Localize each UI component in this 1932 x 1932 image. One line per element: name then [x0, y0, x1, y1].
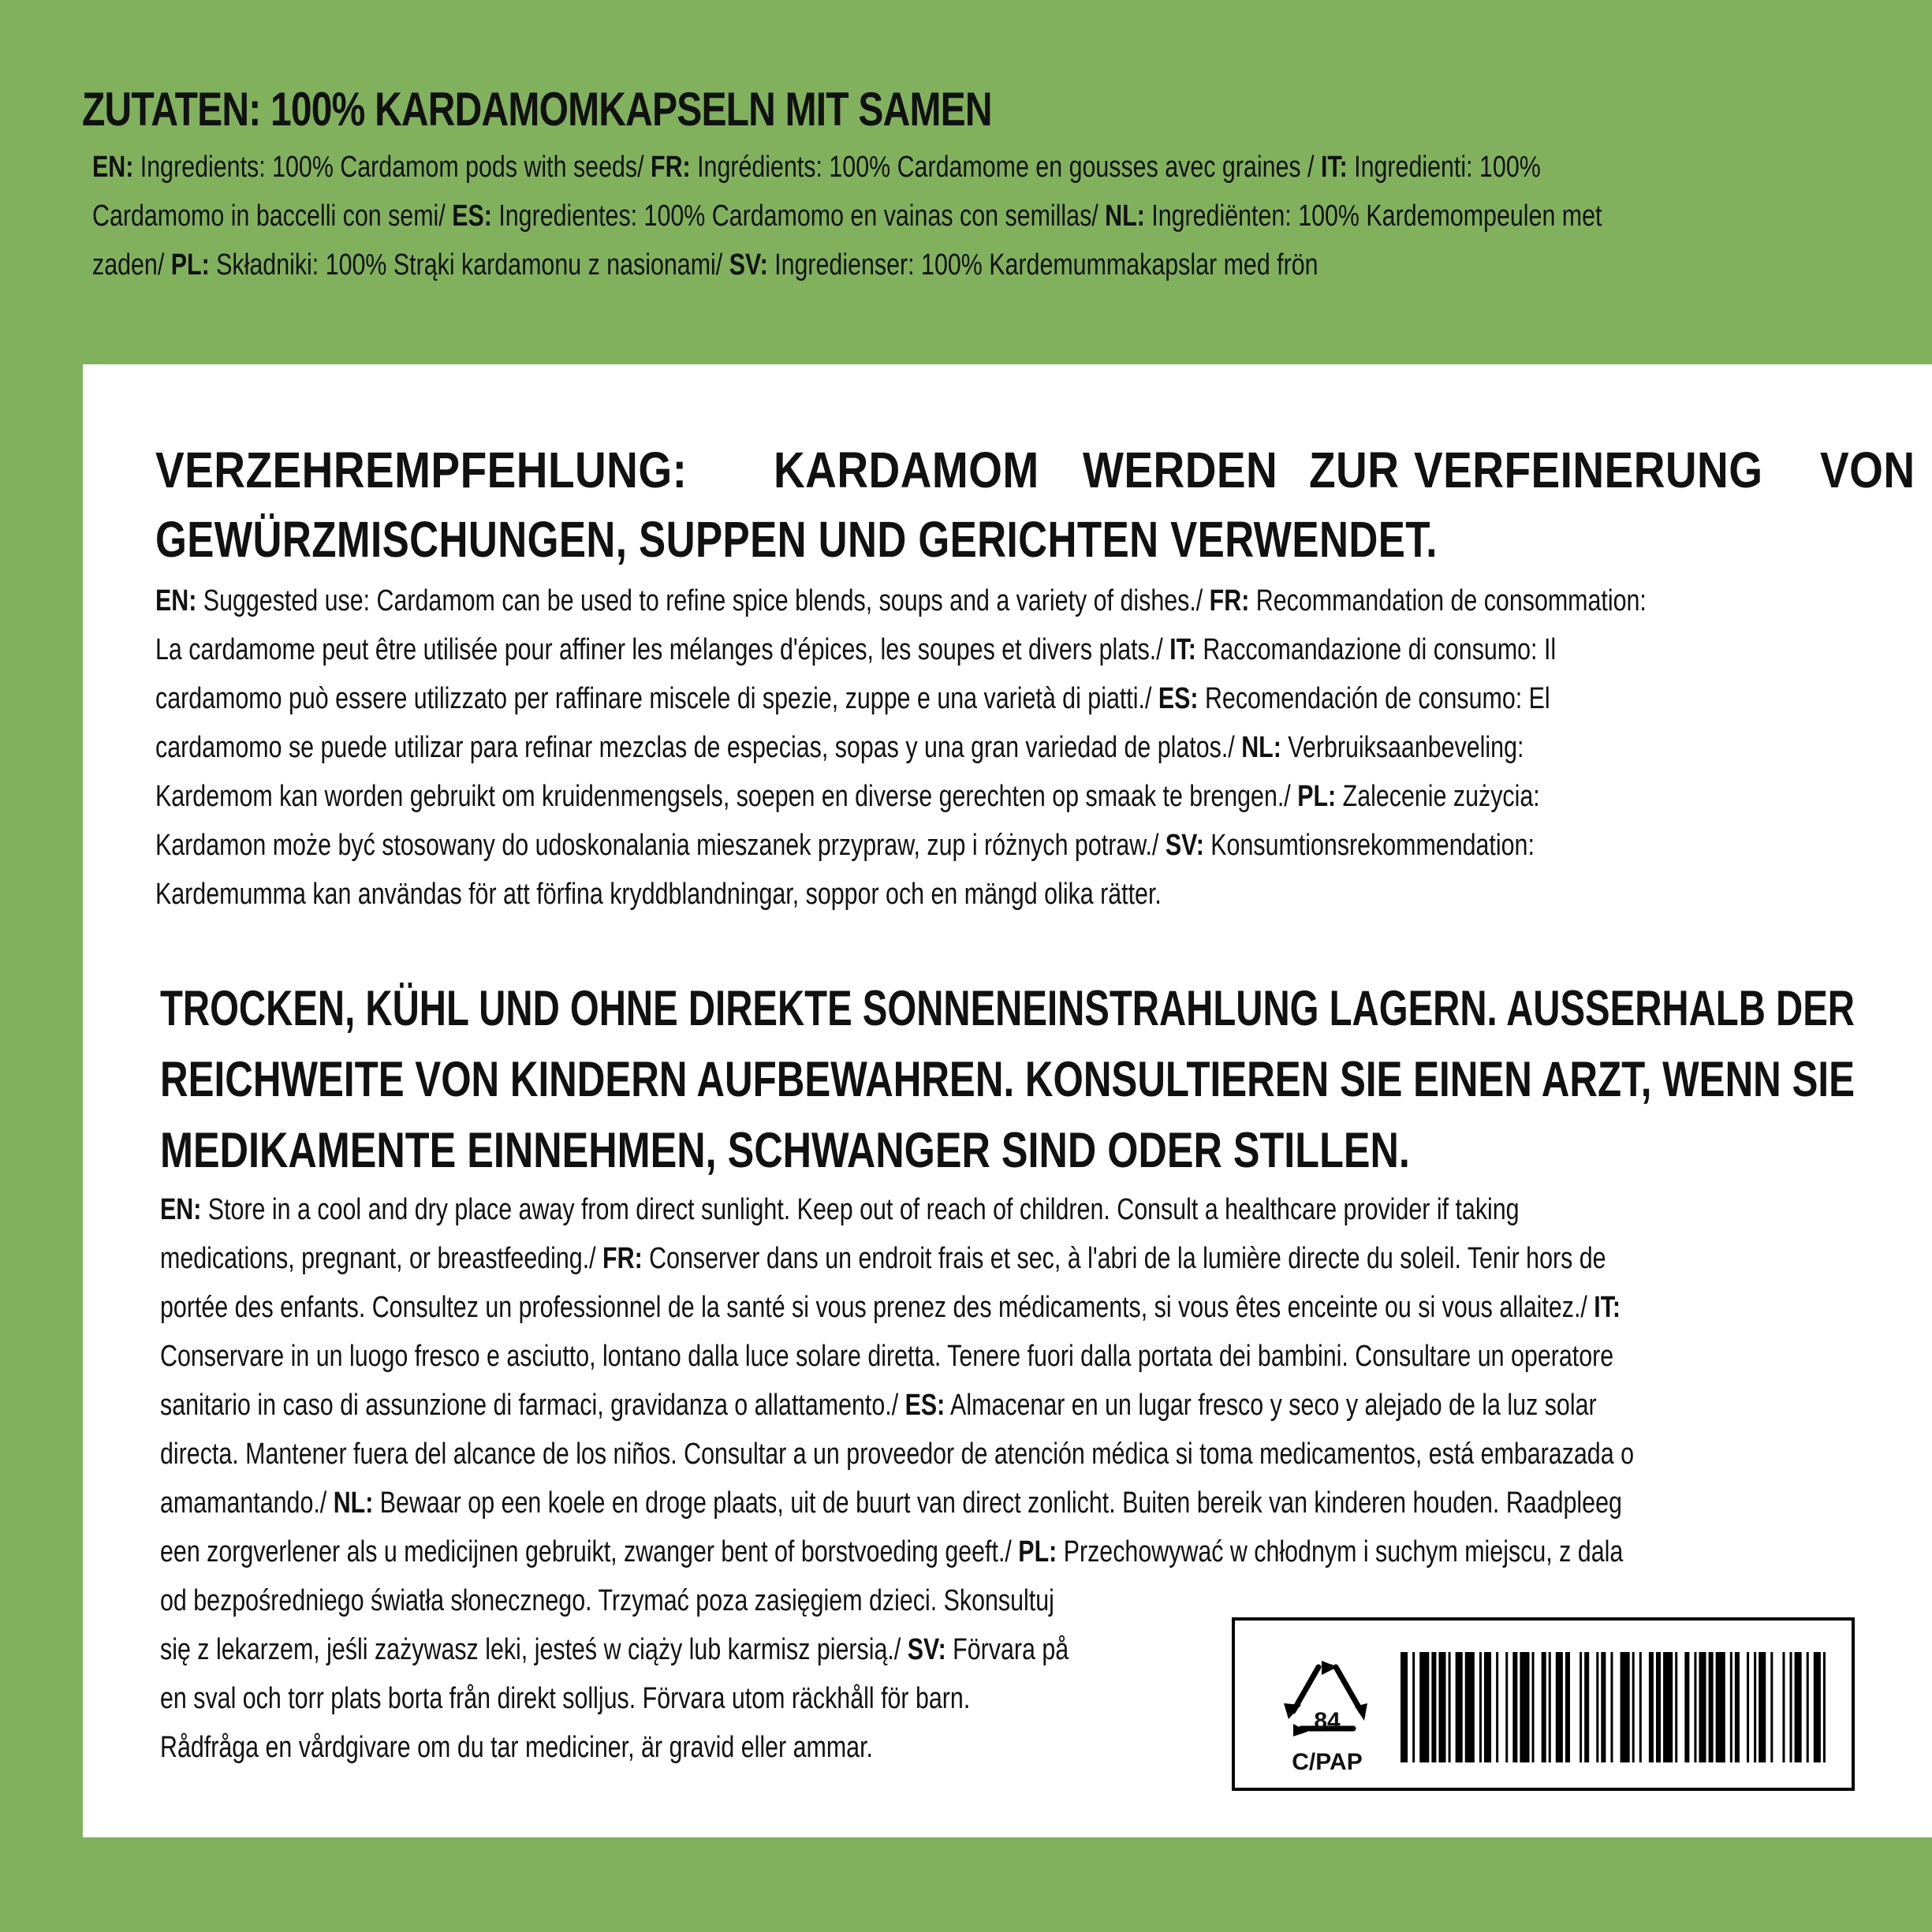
- barcode-bar: [1621, 1652, 1630, 1762]
- storage-text-line: [160, 1576, 1277, 1625]
- usage-text-line: [155, 723, 1866, 772]
- text-segment: Suggested use: Cardamom can be used to refine spice blends, soups and a variety of dishes./: [196, 584, 1210, 617]
- barcode-bar: [1699, 1652, 1706, 1762]
- text-segment: cardamomo se puede utilizar para refinar mezclas de especias, sopas y una gran variedad de platos./: [155, 731, 1242, 764]
- language-code: FR:: [1209, 584, 1250, 617]
- text-segment: się z lekarzem, jeśli zażywasz leki, jesteś w ciąży lub karmisz piersią./: [160, 1633, 908, 1666]
- text-segment: en sval och torr plats borta från direkt solljus. Förvara utom räckhåll för barn.: [160, 1682, 971, 1715]
- text-segment: Kardemom kan worden gebruikt om kruidenmengsels, soepen en diverse gerechten op smaak te brengen./: [155, 780, 1298, 813]
- language-code: PL:: [1297, 780, 1337, 813]
- text-segment: Conservare in un luogo fresco e asciutto, lontano dalla luce solare diretta. Tenere fuori dalla portata dei bambini. Consultare un operatore: [160, 1340, 1614, 1373]
- language-code: SV:: [1165, 829, 1204, 862]
- barcode-bar: [1496, 1652, 1498, 1762]
- barcode-bar: [1759, 1652, 1766, 1762]
- text-segment: medications, pregnant, or breastfeeding./: [160, 1242, 603, 1275]
- recycle-code: 84: [1314, 1708, 1341, 1734]
- usage-heading-word: ZUR: [1309, 442, 1400, 498]
- language-code: EN:: [155, 584, 197, 617]
- barcode-bar: [1610, 1652, 1613, 1762]
- barcode-bar: [1401, 1652, 1408, 1762]
- barcode-bar: [1438, 1652, 1445, 1762]
- text-segment: Ingredienser: 100% Kardemummakapslar med frön: [767, 248, 1318, 282]
- text-segment: Kardamon może być stosowany do udoskonalania mieszanek przypraw, zup i różnych potraw./: [155, 829, 1166, 862]
- language-code: ES:: [452, 200, 492, 233]
- usage-heading-word: VON: [1819, 442, 1915, 498]
- storage-text-line: [160, 1527, 1932, 1576]
- barcode-bar: [1456, 1652, 1463, 1762]
- barcode-bar: [1549, 1652, 1551, 1762]
- text-segment: Recommandation de consommation:: [1249, 584, 1647, 617]
- usage-heading-word: VERZEHREMPFEHLUNG:: [155, 442, 688, 498]
- language-code: EN:: [92, 151, 134, 184]
- usage-text-line: [155, 772, 1886, 821]
- barcode-bar: [1823, 1652, 1826, 1762]
- barcode-bar: [1807, 1652, 1809, 1762]
- barcode-bar: [1649, 1652, 1654, 1762]
- barcode-bar: [1520, 1652, 1529, 1762]
- barcode-bar: [1449, 1652, 1451, 1762]
- barcode-bar: [1512, 1652, 1517, 1762]
- recycle-material-code: C/PAP: [1292, 1749, 1363, 1775]
- barcode-bar: [1419, 1652, 1429, 1762]
- text-segment: Ingredients: 100% Cardamom pods with seeds/: [133, 151, 651, 184]
- text-segment: Store in a cool and dry place away from direct sunlight. Keep out of reach of children. Consult a healthcare provider if taking: [201, 1193, 1520, 1226]
- text-segment: Recomendación de consumo: El: [1198, 682, 1550, 715]
- barcode-bar: [1484, 1652, 1491, 1762]
- barcode-bar: [1639, 1652, 1642, 1762]
- text-segment: portée des enfants. Consultez un professionnel de la santé si vous prenez des médicaments, si vous êtes enceinte ou si vous allaitez./: [160, 1291, 1594, 1324]
- text-segment: Ingredientes: 100% Cardamomo en vainas con semillas/: [491, 200, 1106, 233]
- storage-text-line: [160, 1185, 1859, 1234]
- language-code: NL:: [1105, 200, 1145, 233]
- text-segment: Almacenar en un lugar fresco y seco y alejado de la luz solar: [945, 1389, 1597, 1422]
- usage-heading-word: VERFEINERUNG: [1414, 442, 1763, 498]
- storage-text-line: [160, 1283, 1932, 1332]
- barcode-bar: [1412, 1652, 1415, 1762]
- text-segment: Raccomandazione di consumo: Il: [1195, 633, 1557, 666]
- barcode-bar: [1601, 1652, 1606, 1762]
- barcode-bar: [1479, 1652, 1482, 1762]
- storage-text-line: [160, 1723, 1051, 1772]
- barcode-bar: [1565, 1652, 1570, 1762]
- barcode-bar: [1730, 1652, 1732, 1762]
- barcode-bar: [1580, 1652, 1582, 1762]
- text-segment: Przechowywać w chłodnym i suchym miejscu, z dala: [1057, 1535, 1624, 1568]
- ingredients-line: [92, 241, 1624, 289]
- text-segment: amamantando./: [160, 1486, 334, 1520]
- text-segment: Składniki: 100% Strąki kardamonu z nasionami/: [209, 248, 729, 282]
- text-segment: Ingrediënten: 100% Kardemompeulen met: [1144, 200, 1602, 233]
- barcode-bar: [1556, 1652, 1563, 1762]
- storage-text-line: [160, 1674, 1173, 1723]
- storage-text-line: [160, 1332, 1932, 1381]
- language-code: NL:: [1241, 731, 1281, 764]
- usage-heading-word: KARDAMOM: [774, 442, 1039, 498]
- usage-text-line: [155, 674, 1899, 723]
- storage-heading-line: TROCKEN, KÜHL UND OHNE DIREKTE SONNENEINSTRAHLUNG LAGERN. AUSSERHALB DER: [160, 981, 1855, 1036]
- language-code: IT:: [1320, 151, 1348, 184]
- storage-text-line: [160, 1430, 1932, 1479]
- language-code: PL:: [1018, 1535, 1057, 1568]
- text-segment: Ingredienti: 100%: [1347, 151, 1541, 184]
- ingredients-line: [92, 143, 1903, 192]
- language-code: IT:: [1169, 633, 1196, 666]
- usage-heading-word: WERDEN: [1082, 442, 1277, 498]
- ingredients-section: [0, 0, 1932, 363]
- text-segment: Conserver dans un endroit frais et sec, à l'abri de la lumière directe du soleil. Tenir hors de: [642, 1242, 1606, 1275]
- language-code: SV:: [907, 1633, 946, 1666]
- text-segment: Cardamomo in baccelli con semi/: [92, 200, 453, 233]
- storage-text-line: [160, 1625, 1296, 1674]
- language-code: EN:: [160, 1193, 202, 1226]
- barcode-bar: [1596, 1652, 1598, 1762]
- usage-text-line: [155, 821, 1879, 870]
- barcode-bar: [1465, 1652, 1475, 1762]
- text-segment: Kardemumma kan användas för att förfina kryddblandningar, soppor och en mängd olika rätter.: [155, 878, 1162, 911]
- barcode-bar: [1795, 1652, 1802, 1762]
- text-segment: sanitario in caso di assunzione di farmaci, gravidanza o allattamento./: [160, 1389, 905, 1422]
- barcode-bar: [1505, 1652, 1508, 1762]
- text-segment: od bezpośredniego światła słonecznego. Trzymać poza zasięgiem dzieci. Skonsultuj: [160, 1584, 1054, 1617]
- text-segment: zaden/: [92, 248, 171, 282]
- barcode-bar: [1532, 1652, 1535, 1762]
- storage-heading-line: REICHWEITE VON KINDERN AUFBEWAHREN. KONSULTIEREN SIE EINEN ARZT, WENN SIE: [160, 1052, 1855, 1107]
- barcode-bar: [1431, 1652, 1436, 1762]
- text-segment: cardamomo può essere utilizzato per raffinare miscele di spezie, zuppe e una varietà di piatti./: [155, 682, 1158, 715]
- ingredients-title: [82, 79, 1219, 140]
- usage-text-line: [155, 625, 1906, 674]
- language-code: NL:: [333, 1486, 374, 1520]
- barcode-icon: [1401, 1652, 1830, 1762]
- language-code: FR:: [651, 151, 691, 184]
- barcode-bar: [1747, 1652, 1749, 1762]
- barcode-bar: [1542, 1652, 1546, 1762]
- text-segment: Rådfråga en vårdgivare om du tar mediciner, är gravid eller ammar.: [160, 1731, 873, 1764]
- usage-text-line: [155, 576, 1932, 625]
- text-segment: een zorgverlener als u medicijnen gebruikt, zwanger bent of borstvoeding geeft./: [160, 1535, 1019, 1568]
- language-code: FR:: [602, 1242, 643, 1275]
- text-segment: directa. Mantener fuera del alcance de los niños. Consultar a un proveedor de atención médica si toma medicamentos, está embarazada o: [160, 1438, 1634, 1471]
- barcode-bar: [1716, 1652, 1725, 1762]
- barcode-bar: [1656, 1652, 1661, 1762]
- text-segment: La cardamome peut être utilisée pour affiner les mélanges d'épices, les soupes et divers plats./: [155, 633, 1170, 666]
- language-code: PL:: [170, 248, 210, 282]
- text-segment: Bewaar op een koele en droge plaats, uit de buurt van direct zonlicht. Buiten bereik van kinderen houden. Raadpleeg: [373, 1486, 1622, 1520]
- language-code: ES:: [1158, 682, 1199, 715]
- language-code: IT:: [1594, 1291, 1621, 1324]
- text-segment: Konsumtionsrekommendation:: [1203, 829, 1535, 862]
- barcode-bar: [1632, 1652, 1635, 1762]
- barcode-bar: [1770, 1652, 1773, 1762]
- barcode-bar: [1663, 1652, 1673, 1762]
- barcode-bar: [1814, 1652, 1821, 1762]
- language-code: ES:: [904, 1389, 945, 1422]
- barcode-bar: [1790, 1652, 1792, 1762]
- barcode-bar: [1754, 1652, 1756, 1762]
- barcode-box: [1232, 1617, 1855, 1791]
- barcode-bar: [1709, 1652, 1714, 1762]
- barcode-bar: [1684, 1652, 1689, 1762]
- barcode-bar: [1584, 1652, 1589, 1762]
- ingredients-title-text: ZUTATEN: 100% KARDAMOMKAPSELN MIT SAMEN: [82, 83, 992, 136]
- barcode-bar: [1675, 1652, 1677, 1762]
- text-segment: Verbruiksaanbeveling:: [1281, 731, 1524, 764]
- text-segment: Förvara på: [945, 1633, 1069, 1666]
- barcode-bars: [1401, 1652, 1830, 1762]
- barcode-bar: [1694, 1652, 1696, 1762]
- storage-text-line: [160, 1381, 1932, 1430]
- text-segment: Zalecenie zużycia:: [1336, 780, 1540, 813]
- storage-text-line: [160, 1479, 1932, 1527]
- storage-text-line: [160, 1234, 1932, 1283]
- ingredients-line: [92, 192, 1932, 241]
- recycle-triangle-icon: [1276, 1656, 1378, 1774]
- barcode-bar: [1735, 1652, 1740, 1762]
- language-code: SV:: [729, 248, 768, 282]
- usage-heading-line: [155, 435, 1915, 505]
- usage-heading-line: GEWÜRZMISCHUNGEN, SUPPEN UND GERICHTEN VERWENDET.: [155, 511, 1438, 568]
- usage-text-line: [155, 870, 1413, 919]
- barcode-bar: [1782, 1652, 1785, 1762]
- storage-heading-line: MEDIKAMENTE EINNEHMEN, SCHWANGER SIND ODER STILLEN.: [160, 1123, 1410, 1178]
- text-segment: Ingrédients: 100% Cardamome en gousses avec graines /: [690, 151, 1321, 184]
